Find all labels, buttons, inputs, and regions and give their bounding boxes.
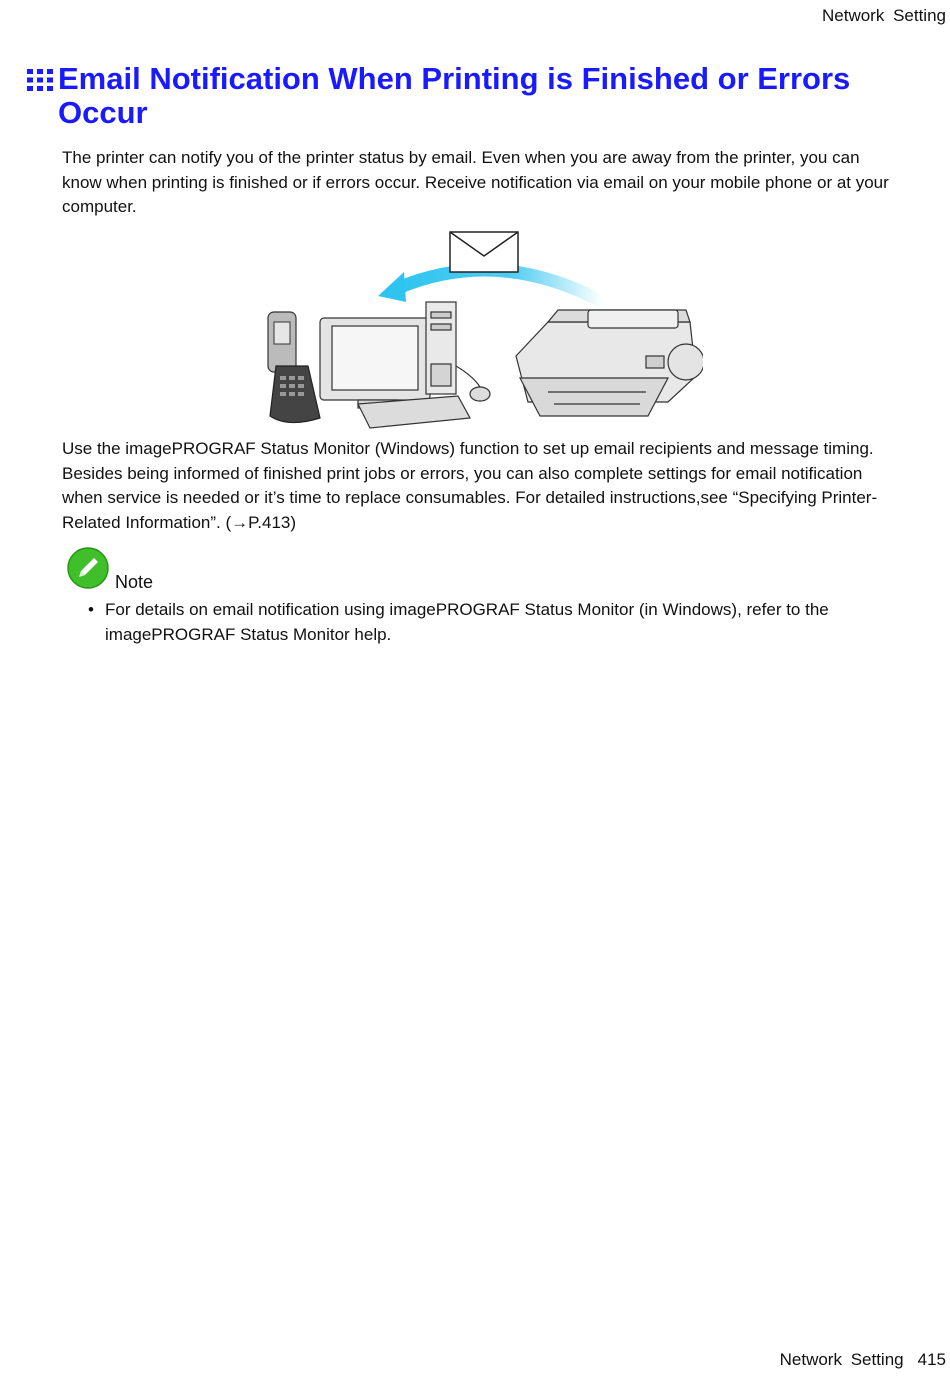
page-title: Email Notification When Printing is Finished or Errors Occur [58, 61, 851, 130]
envelope-icon [450, 232, 518, 272]
grid-bullet-icon [27, 69, 53, 91]
running-header: Network Setting [822, 6, 946, 25]
mobile-phone-icon [268, 312, 320, 423]
footer-section: Network Setting [779, 1350, 904, 1369]
arrow-icon [378, 270, 603, 302]
details-paragraph: Use the imagePROGRAF Status Monitor (Windows) function to set up email recipients and message timing. Besides being informed of finished print jobs or errors, you can also complete settings for email notification when service is needed or it’s time to replace consumables. For detailed instructions,see “Specifying Printer-Related Information”. (→P.413) [62, 439, 878, 532]
bullet-icon: • [88, 600, 94, 619]
note-item [88, 598, 888, 647]
note-item-text: For details on email notification using imagePROGRAF Status Monitor (in Windows), refer to the imagePROGRAF Status Monitor help. [105, 600, 829, 644]
section-heading [27, 62, 927, 130]
note-list [88, 598, 888, 647]
pencil-note-icon [66, 546, 110, 590]
running-footer [780, 1350, 946, 1370]
printer-icon [516, 310, 703, 416]
page-number: 415 [917, 1350, 946, 1369]
email-notification-illustration [258, 226, 703, 431]
computer-icon [320, 302, 490, 428]
intro-paragraph: The printer can notify you of the printer status by email. Even when you are away from the printer, you can know when printing is finished or if errors occur. Receive notification via email on your mobile phone or at your computer. [62, 148, 889, 216]
note-label: Note [115, 572, 154, 592]
